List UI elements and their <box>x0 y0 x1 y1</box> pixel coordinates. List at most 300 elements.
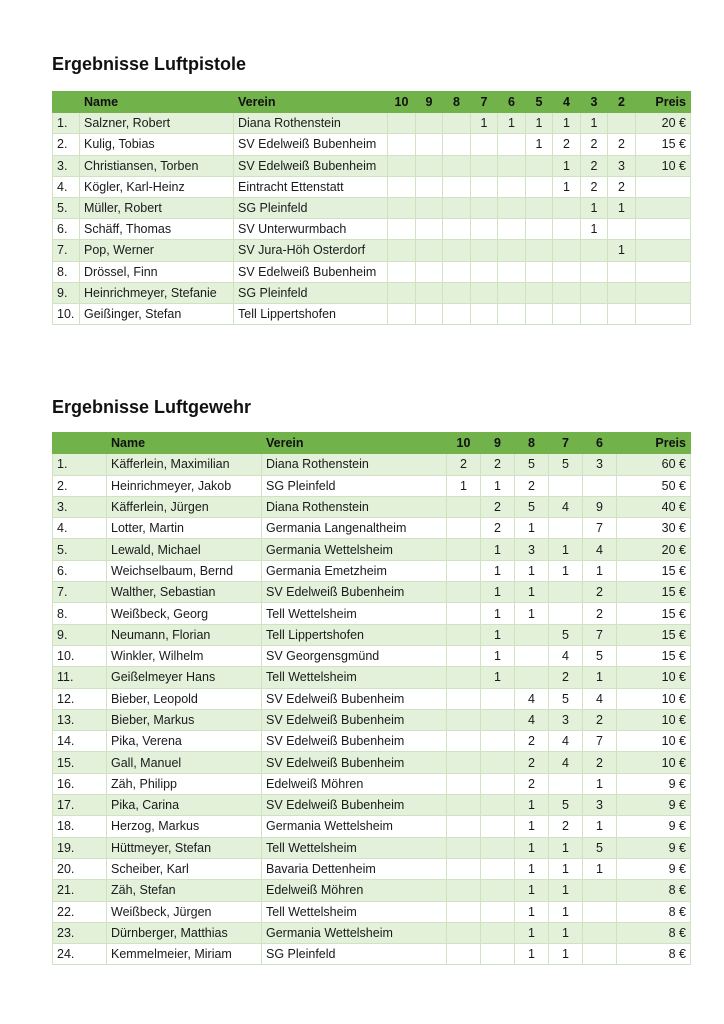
gewehr-cell <box>549 582 583 603</box>
gewehr-cell: 9 € <box>617 816 691 837</box>
pistole-cell <box>526 197 553 218</box>
pistole-cell: SV Edelweiß Bubenheim <box>234 134 388 155</box>
pistole-cell <box>471 155 498 176</box>
gewehr-cell: 15 € <box>617 582 691 603</box>
gewehr-cell <box>447 496 481 517</box>
gewehr-cell: 5 <box>549 688 583 709</box>
table-row <box>53 944 691 965</box>
gewehr-cell: 6. <box>53 560 107 581</box>
gewehr-cell: 8. <box>53 603 107 624</box>
pistole-header-cell: 8 <box>443 92 471 113</box>
gewehr-cell: 2. <box>53 475 107 496</box>
gewehr-table <box>52 432 691 965</box>
gewehr-cell: 22. <box>53 901 107 922</box>
pistole-cell <box>581 261 608 282</box>
gewehr-cell: 15 € <box>617 560 691 581</box>
gewehr-cell <box>549 773 583 794</box>
pistole-cell <box>636 219 691 240</box>
gewehr-cell: 21. <box>53 880 107 901</box>
pistole-cell <box>443 176 471 197</box>
table-row <box>53 752 691 773</box>
table-row <box>53 176 691 197</box>
gewehr-header-row <box>53 433 691 454</box>
gewehr-cell <box>583 922 617 943</box>
gewehr-cell <box>481 837 515 858</box>
gewehr-cell: Germania Wettelsheim <box>262 539 447 560</box>
table-row <box>53 261 691 282</box>
gewehr-cell: 7 <box>583 624 617 645</box>
gewehr-cell <box>515 645 549 666</box>
gewehr-cell: Germania Emetzheim <box>262 560 447 581</box>
pistole-cell <box>416 155 443 176</box>
pistole-cell: Drössel, Finn <box>80 261 234 282</box>
gewehr-header-cell: 9 <box>481 433 515 454</box>
pistole-cell <box>608 261 636 282</box>
pistole-cell <box>581 303 608 324</box>
gewehr-cell: Heinrichmeyer, Jakob <box>107 475 262 496</box>
gewehr-cell <box>447 688 481 709</box>
pistole-cell: SG Pleinfeld <box>234 197 388 218</box>
pistole-cell: 1 <box>553 176 581 197</box>
gewehr-cell: 9 € <box>617 858 691 879</box>
gewehr-cell: 1 <box>583 816 617 837</box>
gewehr-cell: SG Pleinfeld <box>262 475 447 496</box>
pistole-cell: 1. <box>53 113 80 134</box>
pistole-header-cell: 3 <box>581 92 608 113</box>
gewehr-cell: SV Edelweiß Bubenheim <box>262 709 447 730</box>
pistole-cell: SV Jura-Höh Osterdorf <box>234 240 388 261</box>
gewehr-cell: 1 <box>515 795 549 816</box>
pistole-header-cell: 10 <box>388 92 416 113</box>
pistole-cell <box>608 303 636 324</box>
gewehr-cell <box>481 880 515 901</box>
pistole-cell: 3 <box>608 155 636 176</box>
pistole-cell: Christiansen, Torben <box>80 155 234 176</box>
gewehr-cell: 1 <box>481 560 515 581</box>
gewehr-cell: Weichselbaum, Bernd <box>107 560 262 581</box>
gewehr-cell <box>549 518 583 539</box>
gewehr-cell: 10. <box>53 645 107 666</box>
pistole-cell: Pop, Werner <box>80 240 234 261</box>
pistole-cell <box>416 219 443 240</box>
gewehr-cell: 1 <box>549 560 583 581</box>
gewehr-cell: 1 <box>515 603 549 624</box>
pistole-cell: 6. <box>53 219 80 240</box>
gewehr-cell: Dürnberger, Matthias <box>107 922 262 943</box>
gewehr-cell: 1 <box>481 582 515 603</box>
gewehr-cell: Tell Wettelsheim <box>262 667 447 688</box>
table-row <box>53 560 691 581</box>
pistole-cell <box>388 134 416 155</box>
table-row <box>53 582 691 603</box>
table-row <box>53 837 691 858</box>
pistole-cell <box>471 303 498 324</box>
pistole-cell <box>471 219 498 240</box>
pistole-cell <box>388 261 416 282</box>
pistole-cell <box>388 303 416 324</box>
pistole-cell: 2 <box>581 155 608 176</box>
gewehr-cell: 1. <box>53 454 107 475</box>
gewehr-cell: 3 <box>549 709 583 730</box>
gewehr-cell: Germania Wettelsheim <box>262 816 447 837</box>
table-row <box>53 901 691 922</box>
gewehr-cell: 2 <box>481 496 515 517</box>
gewehr-cell: Pika, Verena <box>107 731 262 752</box>
table-row <box>53 795 691 816</box>
gewehr-cell: Herzog, Markus <box>107 816 262 837</box>
gewehr-cell <box>583 475 617 496</box>
gewehr-cell: 10 € <box>617 688 691 709</box>
table-row <box>53 134 691 155</box>
gewehr-header-cell: Name <box>107 433 262 454</box>
pistole-cell: Kulig, Tobias <box>80 134 234 155</box>
gewehr-cell: Germania Langenaltheim <box>262 518 447 539</box>
gewehr-cell: 8 € <box>617 944 691 965</box>
gewehr-cell <box>515 624 549 645</box>
gewehr-cell <box>481 709 515 730</box>
pistole-cell: 2. <box>53 134 80 155</box>
gewehr-cell: 60 € <box>617 454 691 475</box>
pistole-cell <box>553 219 581 240</box>
gewehr-cell: 1 <box>515 858 549 879</box>
gewehr-cell: Weißbeck, Jürgen <box>107 901 262 922</box>
gewehr-cell: 1 <box>481 645 515 666</box>
pistole-cell <box>526 261 553 282</box>
pistole-cell: 7. <box>53 240 80 261</box>
gewehr-cell <box>447 667 481 688</box>
gewehr-cell: Diana Rothenstein <box>262 496 447 517</box>
gewehr-cell: 1 <box>515 816 549 837</box>
pistole-header-cell: 2 <box>608 92 636 113</box>
gewehr-header-cell: Verein <box>262 433 447 454</box>
gewehr-cell: 5. <box>53 539 107 560</box>
gewehr-cell: 1 <box>549 880 583 901</box>
gewehr-header-cell: 7 <box>549 433 583 454</box>
pistole-cell: Diana Rothenstein <box>234 113 388 134</box>
gewehr-cell: 7 <box>583 518 617 539</box>
gewehr-header-cell: 8 <box>515 433 549 454</box>
pistole-cell <box>581 282 608 303</box>
gewehr-cell <box>447 922 481 943</box>
gewehr-cell: 1 <box>515 518 549 539</box>
pistole-cell <box>608 219 636 240</box>
pistole-cell: 1 <box>526 113 553 134</box>
pistole-cell <box>553 240 581 261</box>
gewehr-cell: 5 <box>515 454 549 475</box>
gewehr-cell: SV Edelweiß Bubenheim <box>262 731 447 752</box>
gewehr-cell: 1 <box>549 858 583 879</box>
pistole-cell: 2 <box>581 134 608 155</box>
gewehr-cell <box>447 752 481 773</box>
gewehr-cell <box>481 752 515 773</box>
table-row <box>53 496 691 517</box>
gewehr-cell: Scheiber, Karl <box>107 858 262 879</box>
gewehr-cell: Käfferlein, Jürgen <box>107 496 262 517</box>
pistole-cell: SV Unterwurmbach <box>234 219 388 240</box>
pistole-cell <box>443 219 471 240</box>
gewehr-cell: 4 <box>515 709 549 730</box>
pistole-table <box>52 91 691 325</box>
pistole-header-row <box>53 92 691 113</box>
gewehr-cell <box>583 880 617 901</box>
gewehr-cell: 2 <box>515 752 549 773</box>
pistole-cell: 2 <box>608 176 636 197</box>
gewehr-cell: 1 <box>481 475 515 496</box>
table-row <box>53 518 691 539</box>
gewehr-cell: 13. <box>53 709 107 730</box>
pistole-cell: 1 <box>553 155 581 176</box>
gewehr-cell: 1 <box>515 560 549 581</box>
gewehr-cell: 5 <box>515 496 549 517</box>
gewehr-cell: 1 <box>481 539 515 560</box>
gewehr-cell: 1 <box>515 582 549 603</box>
pistole-cell <box>443 282 471 303</box>
pistole-cell <box>498 303 526 324</box>
gewehr-cell: 1 <box>481 603 515 624</box>
pistole-cell: 10 € <box>636 155 691 176</box>
gewehr-cell: SV Edelweiß Bubenheim <box>262 688 447 709</box>
pistole-cell: SV Edelweiß Bubenheim <box>234 261 388 282</box>
gewehr-cell <box>481 922 515 943</box>
gewehr-cell: Tell Wettelsheim <box>262 837 447 858</box>
pistole-cell: 1 <box>526 134 553 155</box>
pistole-cell: 1 <box>498 113 526 134</box>
pistole-cell <box>471 261 498 282</box>
gewehr-cell: 3 <box>515 539 549 560</box>
pistole-cell: 2 <box>608 134 636 155</box>
gewehr-cell: 50 € <box>617 475 691 496</box>
gewehr-cell: 1 <box>515 901 549 922</box>
gewehr-cell: 8 € <box>617 880 691 901</box>
gewehr-cell <box>447 837 481 858</box>
gewehr-cell: Hüttmeyer, Stefan <box>107 837 262 858</box>
table-row <box>53 688 691 709</box>
pistole-cell <box>526 282 553 303</box>
pistole-cell <box>636 282 691 303</box>
table-row <box>53 624 691 645</box>
gewehr-cell: 24. <box>53 944 107 965</box>
pistole-header-cell: 7 <box>471 92 498 113</box>
gewehr-cell: SV Edelweiß Bubenheim <box>262 795 447 816</box>
gewehr-cell: 23. <box>53 922 107 943</box>
gewehr-cell: 2 <box>549 667 583 688</box>
gewehr-cell: Neumann, Florian <box>107 624 262 645</box>
gewehr-cell <box>447 731 481 752</box>
gewehr-cell: 2 <box>583 709 617 730</box>
gewehr-cell: Geißelmeyer Hans <box>107 667 262 688</box>
gewehr-cell: 1 <box>515 837 549 858</box>
gewehr-cell: SV Georgensgmünd <box>262 645 447 666</box>
table-row <box>53 282 691 303</box>
gewehr-cell: SV Edelweiß Bubenheim <box>262 752 447 773</box>
gewehr-cell: Weißbeck, Georg <box>107 603 262 624</box>
pistole-cell: 1 <box>581 219 608 240</box>
gewehr-header-cell: 6 <box>583 433 617 454</box>
gewehr-cell: Pika, Carina <box>107 795 262 816</box>
gewehr-cell: 9 € <box>617 837 691 858</box>
gewehr-cell: Tell Wettelsheim <box>262 603 447 624</box>
gewehr-cell: Lotter, Martin <box>107 518 262 539</box>
gewehr-cell <box>447 880 481 901</box>
gewehr-cell: SG Pleinfeld <box>262 944 447 965</box>
pistole-cell: 9. <box>53 282 80 303</box>
pistole-cell: 1 <box>581 113 608 134</box>
gewehr-cell <box>447 518 481 539</box>
pistole-cell: 8. <box>53 261 80 282</box>
gewehr-cell: 17. <box>53 795 107 816</box>
pistole-cell <box>416 113 443 134</box>
gewehr-cell: 2 <box>583 752 617 773</box>
gewehr-cell: 11. <box>53 667 107 688</box>
pistole-cell <box>443 134 471 155</box>
gewehr-cell: 3 <box>583 454 617 475</box>
pistole-cell <box>498 219 526 240</box>
pistole-cell: 15 € <box>636 134 691 155</box>
pistole-cell <box>388 155 416 176</box>
table-row <box>53 773 691 794</box>
gewehr-cell: 10 € <box>617 731 691 752</box>
gewehr-cell: 15 € <box>617 645 691 666</box>
pistole-cell: Tell Lippertshofen <box>234 303 388 324</box>
gewehr-cell: 10 € <box>617 709 691 730</box>
gewehr-cell: 5 <box>583 645 617 666</box>
gewehr-cell: Zäh, Philipp <box>107 773 262 794</box>
gewehr-cell <box>447 645 481 666</box>
gewehr-cell <box>447 709 481 730</box>
gewehr-cell: 2 <box>583 603 617 624</box>
table-row <box>53 667 691 688</box>
table-row <box>53 539 691 560</box>
gewehr-cell: 2 <box>583 582 617 603</box>
gewehr-cell: 4 <box>583 688 617 709</box>
pistole-cell <box>416 240 443 261</box>
gewehr-cell: 1 <box>481 624 515 645</box>
gewehr-cell <box>481 795 515 816</box>
pistole-cell <box>416 197 443 218</box>
pistole-cell <box>498 176 526 197</box>
pistole-cell: 4. <box>53 176 80 197</box>
pistole-cell <box>553 303 581 324</box>
gewehr-cell: 4 <box>549 752 583 773</box>
table-row <box>53 303 691 324</box>
gewehr-cell: 9 <box>583 496 617 517</box>
gewehr-cell <box>481 688 515 709</box>
pistole-cell <box>388 219 416 240</box>
pistole-cell <box>388 113 416 134</box>
gewehr-cell <box>447 582 481 603</box>
gewehr-cell: 30 € <box>617 518 691 539</box>
pistole-cell: 2 <box>581 176 608 197</box>
gewehr-cell <box>447 773 481 794</box>
gewehr-cell: 9. <box>53 624 107 645</box>
gewehr-cell <box>447 901 481 922</box>
gewehr-cell: 16. <box>53 773 107 794</box>
pistole-cell <box>471 197 498 218</box>
table-row <box>53 880 691 901</box>
pistole-cell <box>498 261 526 282</box>
gewehr-cell <box>481 858 515 879</box>
pistole-cell <box>526 219 553 240</box>
pistole-cell: 1 <box>553 113 581 134</box>
gewehr-cell: 2 <box>447 454 481 475</box>
gewehr-cell: Bieber, Leopold <box>107 688 262 709</box>
pistole-cell <box>388 282 416 303</box>
gewehr-cell <box>515 667 549 688</box>
gewehr-cell: 5 <box>549 624 583 645</box>
table-row <box>53 475 691 496</box>
pistole-header-cell: 4 <box>553 92 581 113</box>
pistole-cell: 3. <box>53 155 80 176</box>
gewehr-cell: SV Edelweiß Bubenheim <box>262 582 447 603</box>
gewehr-cell: 5 <box>549 795 583 816</box>
gewehr-cell <box>447 858 481 879</box>
pistole-cell: Salzner, Robert <box>80 113 234 134</box>
pistole-cell <box>471 176 498 197</box>
gewehr-cell: 7. <box>53 582 107 603</box>
gewehr-cell: 3 <box>583 795 617 816</box>
pistole-cell <box>636 197 691 218</box>
pistole-cell <box>443 197 471 218</box>
gewehr-cell: 1 <box>549 539 583 560</box>
gewehr-cell: 20 € <box>617 539 691 560</box>
gewehr-cell: 4 <box>583 539 617 560</box>
pistole-cell <box>416 303 443 324</box>
gewehr-cell: 4 <box>515 688 549 709</box>
pistole-cell: Heinrichmeyer, Stefanie <box>80 282 234 303</box>
pistole-cell: 1 <box>471 113 498 134</box>
gewehr-title: Ergebnisse Luftgewehr <box>52 397 252 417</box>
gewehr-cell: 10 € <box>617 667 691 688</box>
gewehr-cell <box>481 773 515 794</box>
gewehr-cell: 2 <box>481 518 515 539</box>
pistole-cell <box>443 261 471 282</box>
gewehr-cell: 1 <box>447 475 481 496</box>
gewehr-cell: Lewald, Michael <box>107 539 262 560</box>
pistole-cell: 1 <box>581 197 608 218</box>
pistole-cell <box>636 176 691 197</box>
gewehr-cell: 1 <box>549 922 583 943</box>
gewehr-cell: 1 <box>583 667 617 688</box>
pistole-cell: 1 <box>608 197 636 218</box>
gewehr-cell: Bavaria Dettenheim <box>262 858 447 879</box>
gewehr-cell: 15 € <box>617 624 691 645</box>
table-row <box>53 454 691 475</box>
pistole-cell <box>498 197 526 218</box>
gewehr-cell <box>447 539 481 560</box>
gewehr-cell: 1 <box>481 667 515 688</box>
gewehr-cell <box>583 901 617 922</box>
gewehr-cell: Zäh, Stefan <box>107 880 262 901</box>
pistole-cell <box>388 240 416 261</box>
pistole-cell: Geißinger, Stefan <box>80 303 234 324</box>
pistole-cell <box>443 240 471 261</box>
pistole-cell <box>443 113 471 134</box>
pistole-cell <box>553 261 581 282</box>
pistole-cell <box>526 176 553 197</box>
gewehr-cell <box>447 624 481 645</box>
pistole-cell: 20 € <box>636 113 691 134</box>
gewehr-cell: 1 <box>549 901 583 922</box>
gewehr-cell: 10 € <box>617 752 691 773</box>
gewehr-cell: Walther, Sebastian <box>107 582 262 603</box>
pistole-header-cell: Preis <box>636 92 691 113</box>
pistole-cell: SG Pleinfeld <box>234 282 388 303</box>
table-row <box>53 603 691 624</box>
pistole-header-cell: Verein <box>234 92 388 113</box>
gewehr-cell <box>447 944 481 965</box>
gewehr-cell: 3. <box>53 496 107 517</box>
gewehr-cell: 15. <box>53 752 107 773</box>
